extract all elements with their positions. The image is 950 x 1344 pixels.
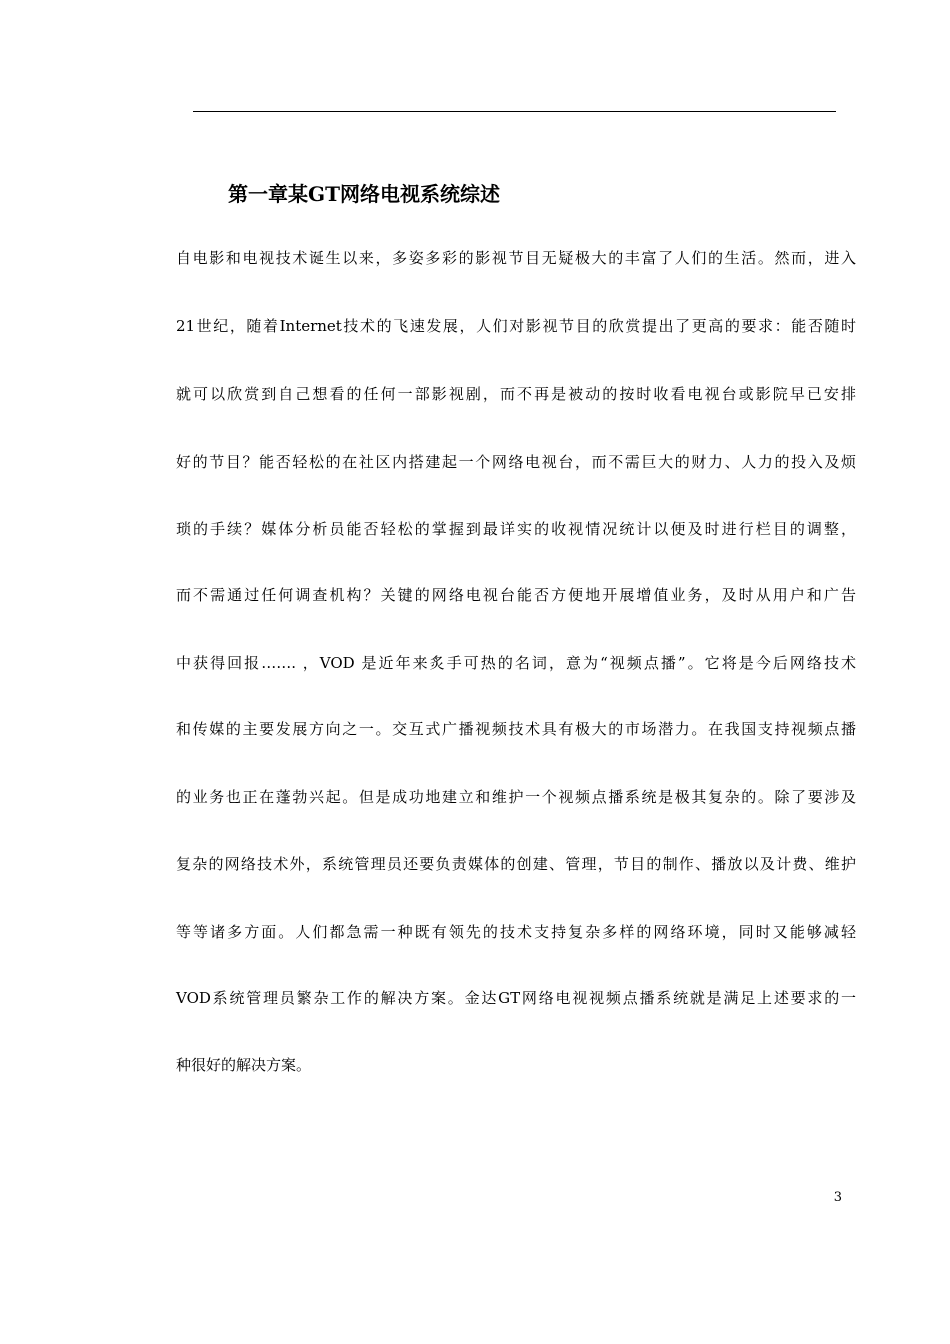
paragraph-line: 的业务也正在蓬勃兴起。但是成功地建立和维护一个视频点播系统是极其复杂的。除了要涉及	[176, 788, 856, 806]
paragraph-line: 琐的手续？媒体分析员能否轻松的掌握到最详实的收视情况统计以便及时进行栏目的调整，	[176, 520, 856, 538]
paragraph-line: 和传媒的主要发展方向之一。交互式广播视频技术具有极大的市场潜力。在我国支持视频点播	[176, 720, 856, 738]
paragraph-line: VOD系统管理员繁杂工作的解决方案。金达GT网络电视视频点播系统就是满足上述要求的一	[176, 989, 856, 1007]
paragraph-line: 种很好的解决方案。	[176, 1056, 312, 1074]
chapter-title: 第一章某GT网络电视系统综述	[228, 182, 500, 206]
paragraph-line: 而不需通过任何调查机构？关键的网络电视台能否方便地开展增值业务，及时从用户和广告	[176, 586, 856, 604]
paragraph-line: 自电影和电视技术诞生以来，多姿多彩的影视节目无疑极大的丰富了人们的生活。然而，进入	[176, 249, 856, 267]
paragraph-line: 就可以欣赏到自己想看的任何一部影视剧，而不再是被动的按时收看电视台或影院早已安排	[176, 385, 856, 403]
paragraph-line: 好的节目？能否轻松的在社区内搭建起一个网络电视台，而不需巨大的财力、人力的投入及烦	[176, 453, 856, 471]
paragraph-line: 复杂的网络技术外，系统管理员还要负责媒体的创建、管理，节目的制作、播放以及计费、维护	[176, 855, 856, 873]
page-number: 3	[833, 1190, 842, 1205]
header-divider	[193, 111, 836, 112]
paragraph-line: 中获得回报……. ，VOD 是近年来炙手可热的名词，意为“视频点播”。它将是今后网络技术	[176, 654, 856, 672]
paragraph-line: 等等诸多方面。人们都急需一种既有领先的技术支持复杂多样的网络环境，同时又能够减轻	[176, 923, 856, 941]
paragraph-line: 21世纪，随着Internet技术的飞速发展，人们对影视节目的欣赏提出了更高的要求：能否随时	[176, 317, 856, 335]
